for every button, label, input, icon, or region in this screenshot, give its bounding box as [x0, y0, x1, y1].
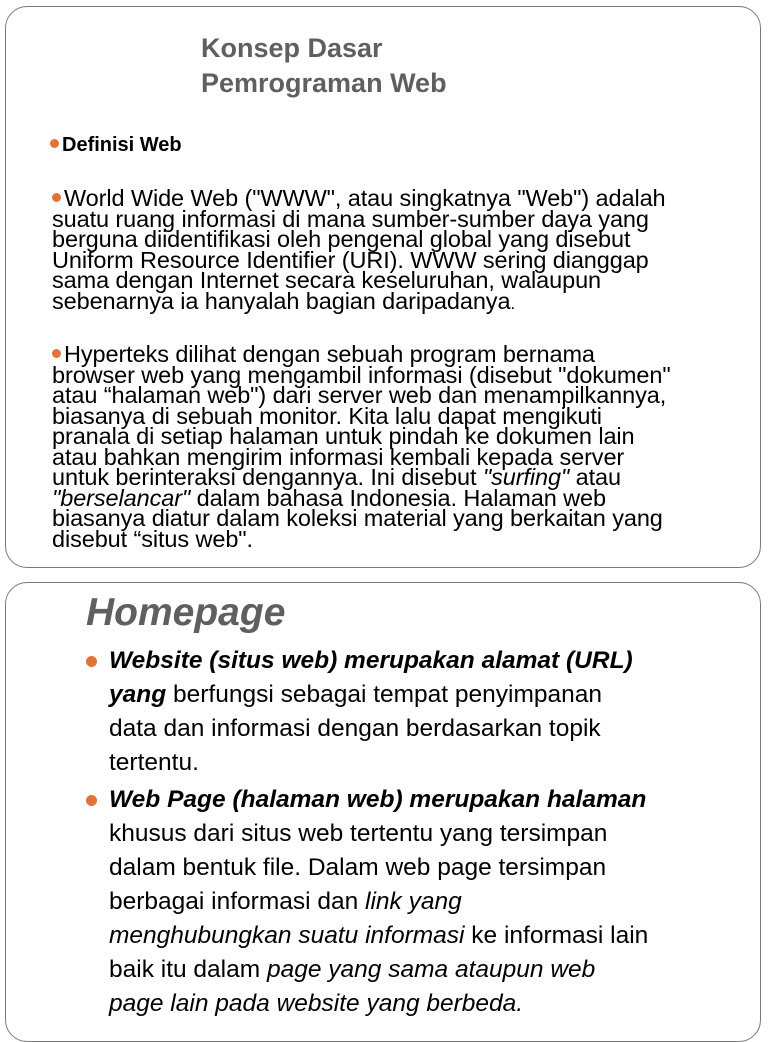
bullet-website [109, 644, 749, 780]
bullet-text: ke informasi lain [464, 922, 649, 949]
slide-title: Homepage [86, 591, 286, 634]
paragraph-text: Hyperteks dilihat dengan sebuah program bernama [64, 341, 595, 367]
bold-italic-text: Web Page (halaman web) merupakan halaman [109, 786, 647, 813]
italic-text: menghubungkan suatu informasi [109, 922, 465, 949]
bullet-text: berbagai informasi dan [109, 888, 366, 915]
paragraph-hyperteks [52, 341, 760, 552]
bullet-line [109, 783, 749, 817]
paragraph-line: Uniform Resource Identifier (URI). WWW sering dianggap [52, 246, 649, 273]
paragraph-text: untuk berinteraksi dengannya. Ini disebut [52, 464, 483, 490]
bullet-line: data dan informasi dengan berdasarkan topik [109, 715, 601, 742]
paragraph-line: atau “halaman web") dari server web dan menampilkannya, [52, 382, 667, 408]
paragraph-line: biasanya diatur dalam koleksi material yang berkaitan yang [52, 505, 663, 531]
italic-text: page lain pada website yang berbeda. [109, 990, 524, 1017]
paragraph-www [52, 185, 760, 314]
paragraph-line: browser web yang mengambil informasi (disebut "dokumen" [52, 361, 671, 388]
bold-italic-text: yang [109, 681, 167, 708]
bullet-dot-icon [52, 349, 61, 358]
bullet-line [109, 885, 749, 919]
slide-homepage [5, 582, 761, 1042]
title-line-2: Pemrograman Web [201, 68, 447, 98]
bullet-webpage [109, 783, 749, 1021]
bullet-line [109, 644, 749, 678]
bullet-dot-icon [52, 193, 61, 202]
paragraph-text: dalam bahasa Indonesia. Halaman web [190, 484, 606, 511]
slide-konsep-dasar [5, 6, 761, 568]
paragraph-text: . [510, 293, 516, 313]
paragraph-line [52, 287, 760, 315]
bullet-dot-icon [50, 139, 59, 148]
paragraph-text: atau [569, 464, 621, 490]
bullet-text: berfungsi sebagai tempat penyimpanan [166, 681, 603, 708]
paragraph-line: sama dengan Internet secara keseluruhan, walaupun [52, 267, 602, 293]
paragraph-line: atau bahkan mengirim informasi kembali kepada server [52, 443, 625, 470]
paragraph-line: disebut “situs web". [52, 525, 253, 552]
bullet-line [109, 987, 749, 1021]
bullet-line: khusus dari situs web tertentu yang tersimpan [109, 820, 608, 847]
definition-heading [50, 134, 182, 157]
bullet-line: dalam bentuk file. Dalam web page tersimpan [109, 854, 607, 881]
bullet-line [109, 678, 749, 712]
paragraph-line: pranala di setiap halaman untuk pindah ke dokumen lain [52, 423, 635, 449]
bullet-dot-icon [86, 795, 97, 806]
paragraph-text: World Wide Web ("WWW", atau singkatnya "Web") adalah [64, 185, 666, 211]
italic-term: "berselancar" [52, 484, 191, 511]
paragraph-text: sebenarnya ia hanyalah bagian daripadanya [52, 287, 511, 314]
bullet-line [109, 919, 749, 953]
bullet-line [109, 953, 749, 987]
italic-text: page yang sama ataupun web [266, 956, 596, 983]
definition-heading-text: Definisi Web [62, 134, 182, 156]
bold-italic-text: Website (situs web) merupakan alamat (URL) [109, 647, 633, 674]
italic-text: link yang [365, 888, 462, 915]
bullet-dot-icon [86, 656, 97, 667]
title-line-1: Konsep Dasar [201, 33, 383, 63]
bullet-line: tertentu. [109, 749, 199, 776]
bullet-text: baik itu dalam [109, 956, 267, 983]
paragraph-line: suatu ruang informasi di mana sumber-sumber daya yang [52, 205, 649, 232]
italic-term: "surfing" [482, 464, 570, 490]
slide-title [201, 31, 601, 101]
paragraph-line: berguna diidentifikasi oleh pengenal global yang disebut [52, 226, 631, 252]
paragraph-line: biasanya di sebuah monitor. Kita lalu dapat mengikuti [52, 402, 602, 429]
